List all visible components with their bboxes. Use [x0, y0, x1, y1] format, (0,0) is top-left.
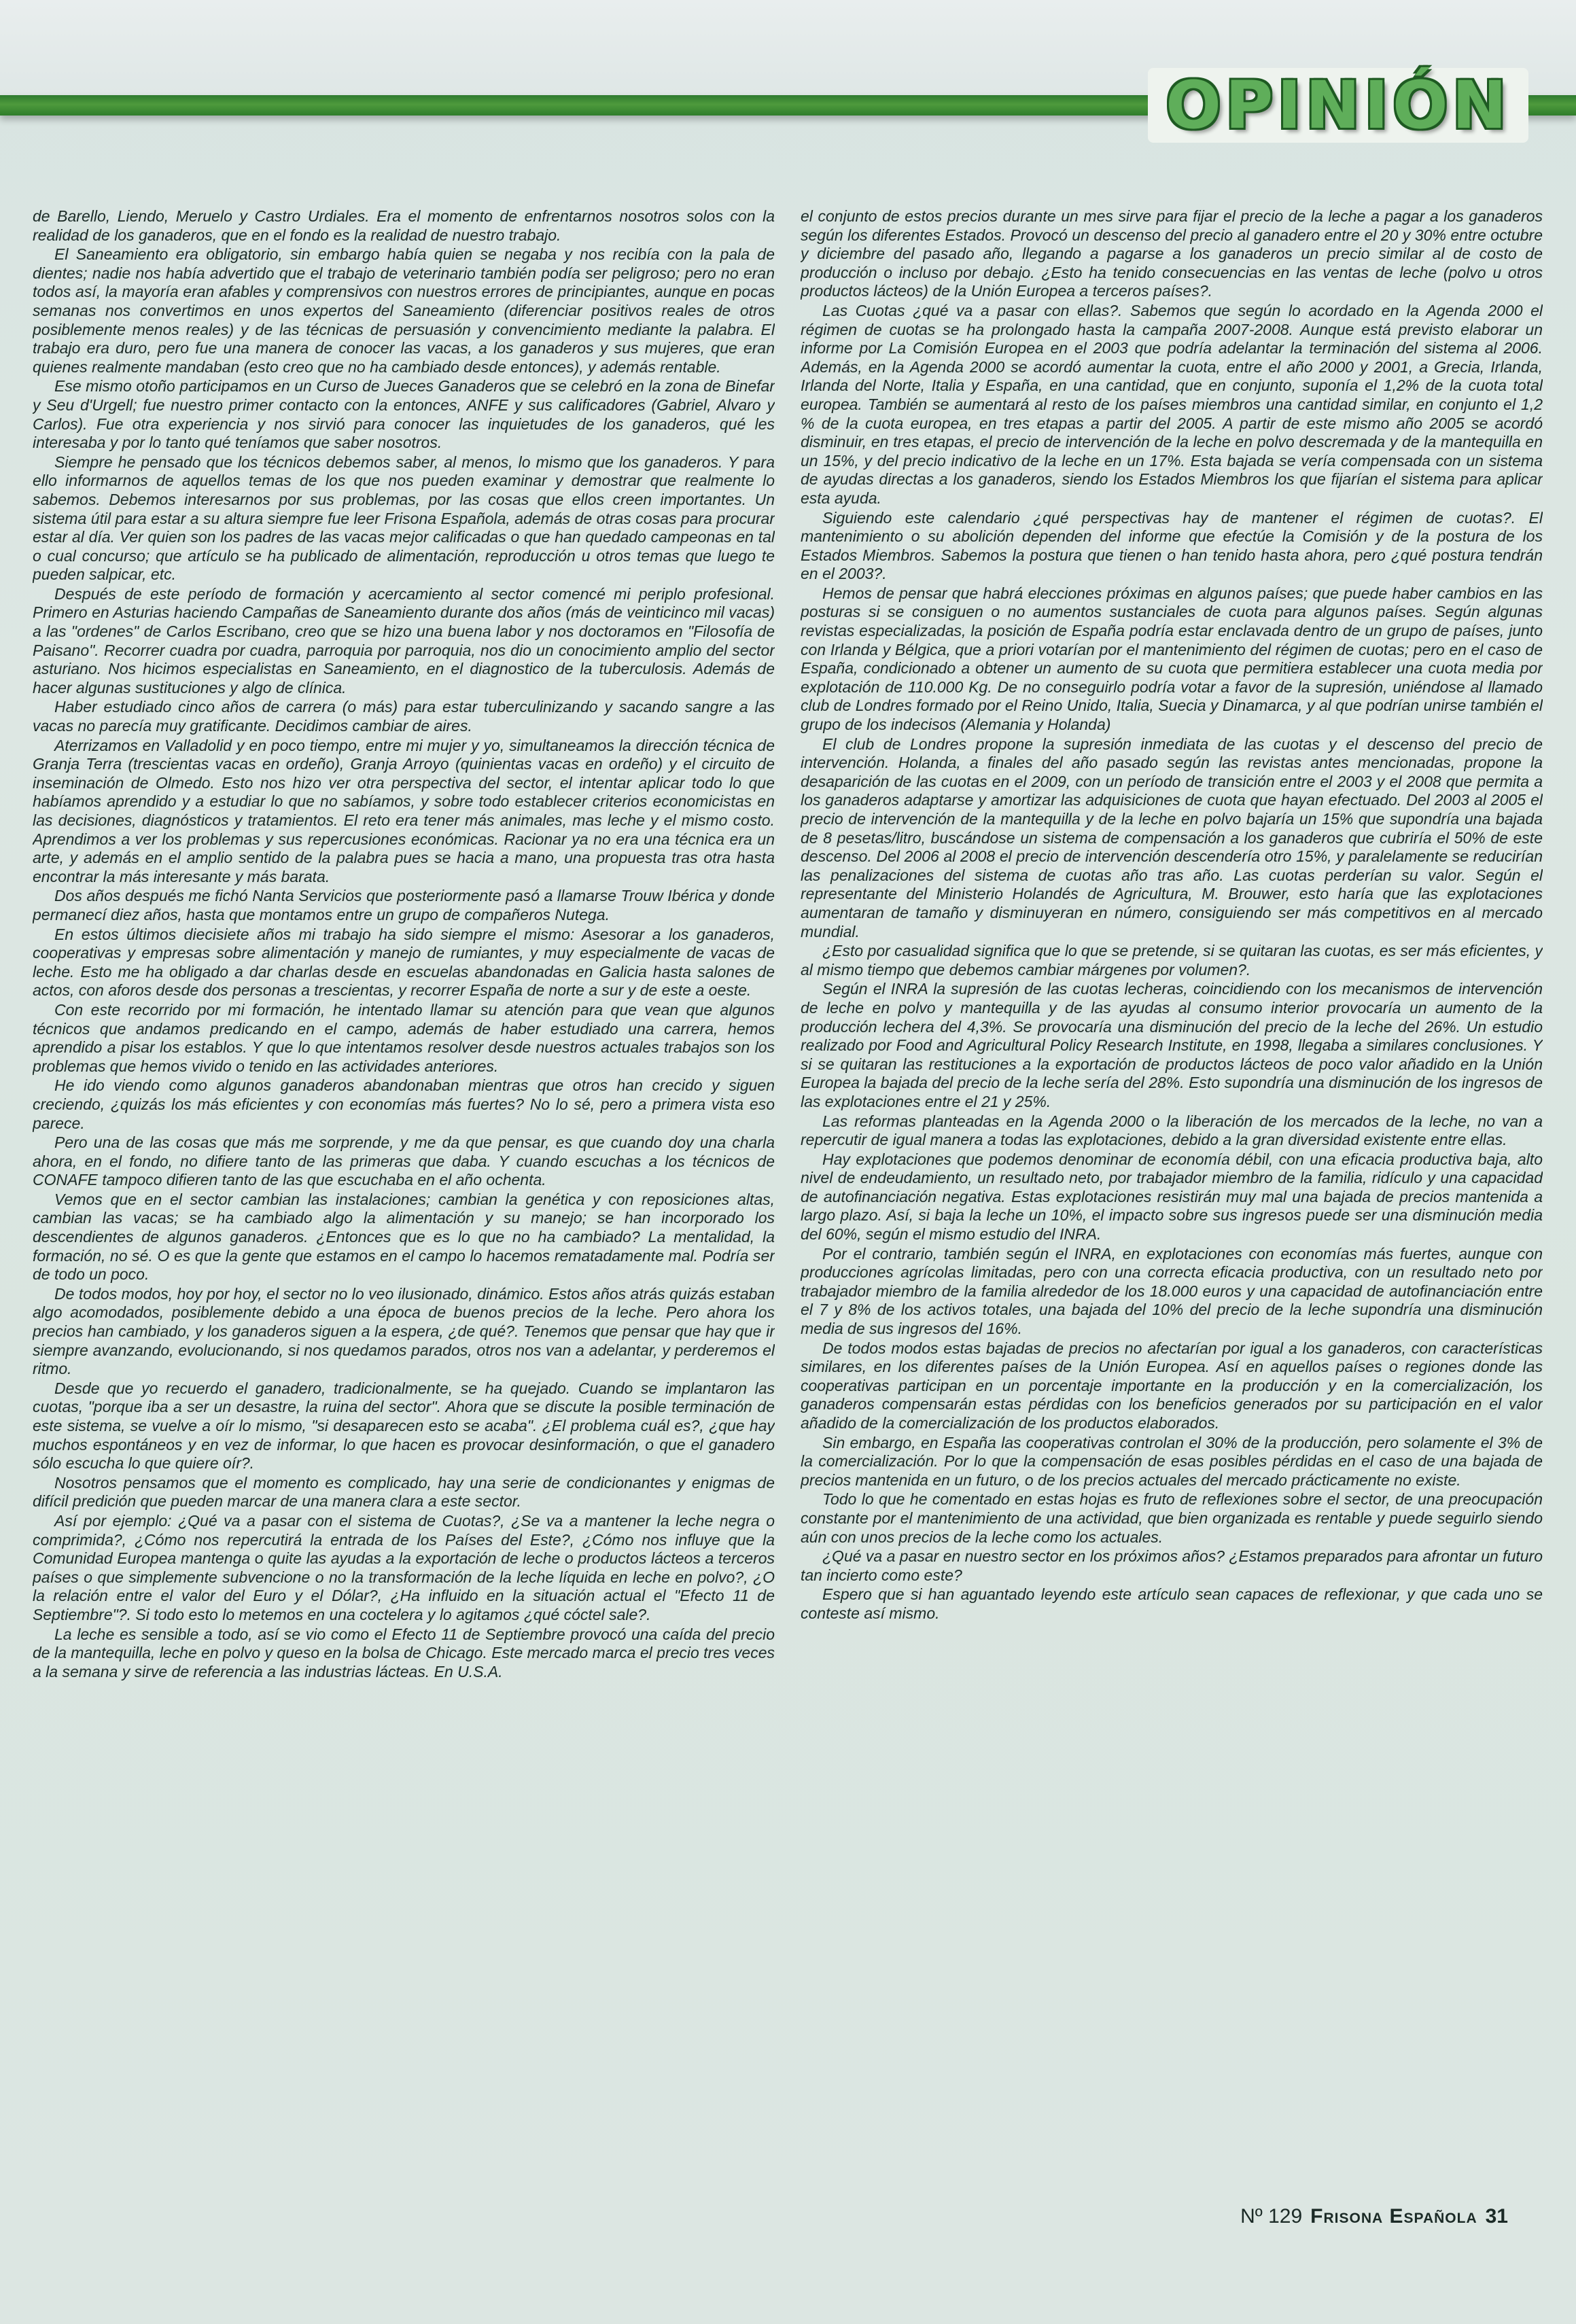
paragraph: ¿Qué va a pasar en nuestro sector en los próximos años? ¿Estamos preparados para afrontar un futuro tan incierto como este? [801, 1547, 1543, 1584]
text-column-left [33, 207, 775, 2181]
paragraph: Ese mismo otoño participamos en un Curso de Jueces Ganaderos que se celebró en la zona de Binefar y Seu d'Urgell; fue nuestro primer contacto con la entonces, ANFE y sus calificadores (Gabriel, Alvaro y Carlos). Fue otra experiencia y nos sirvió para conocer las inquietudes de los ganaderos, qué les interesaba y por lo tanto qué teníamos que saber nosotros. [33, 377, 775, 452]
page-footer [1240, 2202, 1508, 2232]
paragraph: Siguiendo este calendario ¿qué perspectivas hay de mantener el régimen de cuotas?. El mantenimiento o su abolición dependen del informe que efectúe la Comisión y de la postura de los Estados Miembros. Sabemos la postura que tienen o han tenido hasta ahora, pero ¿qué postura tendrán en el 2003?. [801, 508, 1543, 583]
paragraph: Todo lo que he comentado en estas hojas es fruto de reflexiones sobre el sector, de una preocupación constante por el mantenimiento de una actividad, que bien organizada es rentable y puede seguirlo siendo aún con unos precios de la leche como los actuales. [801, 1490, 1543, 1546]
paragraph: Pero una de las cosas que más me sorprende, y me da que pensar, es que cuando doy una charla ahora, en el fondo, no difiere tanto de las primeras que daba. Y cuando escuchas a los técnicos de CONAFE tampoco difieren tanto de las que escuchaba en el año ochenta. [33, 1133, 775, 1189]
paragraph: de Barello, Liendo, Meruelo y Castro Urdiales. Era el momento de enfrentarnos nosotros solos con la realidad de los ganaderos, que en el fondo es la realidad de nuestro trabajo. [33, 207, 775, 244]
paragraph: He ido viendo como algunos ganaderos abandonaban mientras que otros han crecido y siguen creciendo, ¿quizás los más eficientes y con economías más fuertes? No lo sé, pero a primera vista eso parece. [33, 1076, 775, 1132]
paragraph: En estos últimos diecisiete años mi trabajo ha sido siempre el mismo: Asesorar a los ganaderos, cooperativas y empresas sobre alimentación y manejo de rumiantes, y muy especialmente de vacas de leche. Esto me ha obligado a dar charlas desde en escuelas abandonadas en Galicia hasta salones de actos, con aforos desde dos personas a trescientas, y recorrer España de norte a sur y de este a oeste. [33, 925, 775, 1000]
page-number: 31 [1485, 2205, 1508, 2228]
paragraph: De todos modos estas bajadas de precios no afectarían por igual a los ganaderos, con características similares, en los diferentes países de la Unión Europea. Así en aquellos países o regiones donde las cooperativas participan en un porcentaje importante en la producción y en la comercialización, los ganaderos compensarán estas pérdidas con los beneficios generados por su participación en el valor añadido de la comercialización de los productos elaborados. [801, 1339, 1543, 1432]
issue-number: Nº 129 [1240, 2205, 1303, 2228]
paragraph: Las Cuotas ¿qué va a pasar con ellas?. Sabemos que según lo acordado en la Agenda 2000 el régimen de cuotas se ha prolongado hasta la campaña 2007-2008. Aunque está previsto elaborar un informe por La Comisión Europea en el 2003 que podría adelantar la terminación del sistema al 2006. Además, en la Agenda 2000 se acordó aumentar la cuota, entre el año 2000 y 2001, a Grecia, Irlanda, Irlanda del Norte, Italia y España, en una cantidad, que en conjunto, suponía el 1,2% de la cuota total europea. También se aumentará al resto de los países miembros una cantidad similar, en conjunto el 1,2 % de la cuota europea, en tres etapas a partir del 2005. A partir de este mismo año 2005 se acordó disminuir, en tres etapas, el precio de intervención de la leche en polvo descremada y de la mantequilla en un 15%, y del precio indicativo de la leche en un 17%. Esta bajada se vería compensada con un sistema de ayudas directas a los ganaderos, siendo los Estados Miembros los que fijarían el sistema para aplicar esta ayuda. [801, 301, 1543, 507]
paragraph: Dos años después me fichó Nanta Servicios que posteriormente pasó a llamarse Trouw Ibérica y donde permanecí diez años, hasta que montamos entre un grupo de compañeros Nutega. [33, 887, 775, 923]
paragraph: Siempre he pensado que los técnicos debemos saber, al menos, lo mismo que los ganaderos. Y para ello informarnos de aquellos temas de los que nos pueden examinar y demostrar que realmente lo sabemos. Debemos interesarnos por sus problemas, por las cosas que ellos creen importantes. Un sistema útil para estar a su altura siempre fue leer Frisona Española, además de otras cosas para procurar estar al día. Ver quien son los padres de las vacas mejor calificadas o que han quedado campeonas en tal o cual concurso; que artículo se ha publicado de alimentación, reproducción u otros temas que luego te pueden salpicar, etc. [33, 453, 775, 584]
article-body [33, 207, 1543, 2181]
paragraph: Las reformas planteadas en la Agenda 2000 o la liberación de los mercados de la leche, no van a repercutir de igual manera a todas las explotaciones, debido a la gran diversidad existente entre ellas. [801, 1112, 1543, 1149]
paragraph: ¿Esto por casualidad significa que lo que se pretende, si se quitaran las cuotas, es ser más eficientes, y al mismo tiempo que debemos cambiar márgenes por volumen?. [801, 942, 1543, 979]
paragraph: Con este recorrido por mi formación, he intentado llamar su atención para que vean que algunos técnicos que andamos predicando en el campo, además de haber estudiado una carrera, hemos aprendido a pisar los establos. Y que lo que intentamos resolver desde nuestros actuales trabajos son los problemas que hemos vivido o tenido en las actividades anteriores. [33, 1000, 775, 1075]
paragraph: Así por ejemplo: ¿Qué va a pasar con el sistema de Cuotas?, ¿Se va a mantener la leche negra o comprimida?, ¿Cómo nos repercutirá la entrada de los Países del Este?, ¿Cómo nos influye que la Comunidad Europea mantenga o quite las ayudas a la exportación de leche o productos lácteos a terceros países o que simplemente subvencione o no la transformación de la leche líquida en leche en polvo?, ¿O la relación entre el valor del Euro y el Dólar?, ¿Ha influido en la situación actual el "Efecto 11 de Septiembre"?. Si todo esto lo metemos en una coctelera y lo agitamos ¿qué cóctel sale?. [33, 1511, 775, 1623]
paragraph: Sin embargo, en España las cooperativas controlan el 30% de la producción, pero solamente el 3% de la comercialización. Por lo que la compensación de esas posibles pérdidas en el caso de una bajada de precios mantenida en un futuro, o de los precios actuales del mercado prácticamente no existe. [801, 1433, 1543, 1489]
paragraph: Haber estudiado cinco años de carrera (o más) para estar tuberculinizando y sacando sangre a las vacas no parecía muy gratificante. Decidimos cambiar de aires. [33, 698, 775, 735]
paragraph: Aterrizamos en Valladolid y en poco tiempo, entre mi mujer y yo, simultaneamos la dirección técnica de Granja Terra (trescientas vacas en ordeño), Granja Arroyo (quinientas vacas en ordeño) y el circuito de inseminación de Olmedo. Esto nos hizo ver otra perspectiva del sector, el intentar aplicar todo lo que habíamos aprendido y a estudiar lo que no sabíamos, y sobre todo establecer criterios economicistas en las decisiones, diagnósticos y tratamientos. El reto era tener más animales, mas leche y el mismo costo. Aprendimos a ver los problemas y sus repercusiones económicas. Racionar ya no era una técnica era un arte, y además en el amplio sentido de la palabra pues se hacia a mano, una propuesta tras otra hasta encontrar la más interesante y más barata. [33, 736, 775, 885]
paragraph: La leche es sensible a todo, así se vio como el Efecto 11 de Septiembre provocó una caída del precio de la mantequilla, leche en polvo y queso en la bolsa de Chicago. Este mercado marca el precio tres veces a la semana y sirve de referencia a las industrias lácteas. En U.S.A. [33, 1625, 775, 1680]
section-title: OPINIÓN [1148, 68, 1528, 143]
paragraph: Desde que yo recuerdo el ganadero, tradicionalmente, se ha quejado. Cuando se implantaron las cuotas, "porque iba a ser un desastre, la ruina del sector". Ahora que se discute la posible terminación de este sistema, se vuelve a oír lo mismo, "si desaparecen esto se acaba". ¿El problema cuál es?, ¿que hay muchos espontáneos y en vez de informar, lo que hacen es provocar desinformación, o que el ganadero sólo escucha lo que quiere oír?. [33, 1379, 775, 1473]
paragraph: Hay explotaciones que podemos denominar de economía débil, con una eficacia productiva baja, alto nivel de endeudamiento, un resultado neto, por trabajador miembro de la familia, ridículo y una capacidad de autofinanciación negativa. Estas explotaciones resistirán muy mal una bajada de precios mantenida a largo plazo. Así, si baja la leche un 10%, el impacto sobre sus ingresos puede ser una disminución media del 60%, según el mismo estudio del INRA. [801, 1150, 1543, 1244]
paragraph: El club de Londres propone la supresión inmediata de las cuotas y el descenso del precio de intervención. Holanda, a finales del año pasado según las revistas antes mencionadas, propone la desaparición de las cuotas en el 2009, con un período de transición entre el 2003 y el 2008 que permita a los ganaderos adaptarse y amortizar las adquisiciones de cuota que hayan efectuado. Del 2003 al 2005 el precio de intervención de la mantequilla y de la leche en polvo bajaría un 15% que supondría una bajada de 8 pesetas/litro, buscándose un sistema de compensación a los ganaderos que cubriría el 50% de este descenso. Del 2006 al 2008 el precio de intervención descendería otro 15%, y paralelamente se reducirían las penalizaciones del sistema de cuotas año tras año. Las cuotas perderían su valor. Según el representante del Ministerio Holandés de Agricultura, M. Brouwer, esto haría que las explotaciones aumentaran de tamaño y disminuyeran en número, consiguiendo ser más competitivos en al mercado mundial. [801, 735, 1543, 940]
paragraph: Espero que si han aguantado leyendo este artículo sean capaces de reflexionar, y que cada uno se conteste así mismo. [801, 1585, 1543, 1622]
paragraph: Después de este período de formación y acercamiento al sector comencé mi periplo profesional. Primero en Asturias haciendo Campañas de Saneamiento durante dos años (más de veinticinco mil vacas) a las "ordenes" de Carlos Escribano, creo que se hizo una buena labor y nos doctoramos en "Filosofía de Paisano". Recorrer cuadra por cuadra, parroquia por parroquia, nos dio un conocimiento amplio del sector asturiano. Nos hicimos especialistas en Saneamiento, en el diagnostico de la tuberculosis. Además de hacer algunas sustituciones y algo de clínica. [33, 584, 775, 697]
paragraph: Hemos de pensar que habrá elecciones próximas en algunos países; que puede haber cambios en las posturas si se consiguen o no aumentos sustanciales de cuota para algunos países. Según algunas revistas especializadas, la posición de España podría estar enclavada dentro de un grupo de países, junto con Irlanda y Bélgica, que a priori votarían por el mantenimiento del régimen de cuotas; pero en el caso de España, condicionado a obtener un aumento de su cuota que permitiera establecer una cuota media por explotación de 110.000 Kg. De no conseguirlo podría votar a favor de la supresión, uniéndose al llamado club de Londres formado por el Reino Unido, Italia, Suecia y Dinamarca, y al que podrían unirse también el grupo de los indecisos (Alemania y Holanda) [801, 584, 1543, 734]
paragraph: Nosotros pensamos que el momento es complicado, hay una serie de condicionantes y enigmas de difícil predición que pueden marcar de una manera clara a este sector. [33, 1473, 775, 1511]
paragraph: El Saneamiento era obligatorio, sin embargo había quien se negaba y nos recibía con la pala de dientes; nadie nos había advertido que el trabajo de veterinario también podía ser peligroso; pero no eran todos así, la mayoría eran afables y comprensivos con nuestros errores de principiantes, aunque en pocas semanas nos convertimos en unos expertos del Saneamiento (diferenciar positivos reales de otros posiblemente menos reales) y de las técnicas de persuasión y convencimiento mediante la palabra. El trabajo era duro, pero fue una manera de conocer las vacas, a los ganaderos y sus mujeres, que eran quienes realmente mandaban (esto creo que no ha cambiado desde entonces), y además rentable. [33, 245, 775, 376]
paragraph: Por el contrario, también según el INRA, en explotaciones con economías más fuertes, aunque con producciones agrícolas limitadas, pero con una correcta eficacia productiva, con un resultado neto por trabajador miembro de la familia alrededor de los 18.000 euros y una capacidad de autofinanciación entre el 7 y 8% de los activos totales, una bajada del 10% del precio de la leche supondría una disminución media de sus ingresos del 16%. [801, 1244, 1543, 1338]
paragraph: el conjunto de estos precios durante un mes sirve para fijar el precio de la leche a pagar a los ganaderos según los diferentes Estados. Provocó un descenso del precio al ganadero entre el 20 y 30% entre octubre y diciembre del pasado año, llegando a pagarse a los ganaderos un precio similar al de costo de producción o incluso por debajo. ¿Esto ha tenido consecuencias en las ventas de leche (polvo u otros productos lácteos) de la Unión Europea a terceros países?. [801, 207, 1543, 300]
paragraph: Vemos que en el sector cambian las instalaciones; cambian la genética y con reposiciones altas, cambian las vacas; se ha cambiado algo la alimentación y su manejo; se han incorporado los descendientes de algunos ganaderos. ¿Entonces que es lo que no ha cambiado? La mentalidad, la formación, no sé. O es que la gente que estamos en el campo lo hacemos rematadamente mal. Podría ser de todo un poco. [33, 1190, 775, 1284]
magazine-name: Frisona Española [1310, 2205, 1477, 2228]
paragraph: De todos modos, hoy por hoy, el sector no lo veo ilusionado, dinámico. Estos años atrás quizás estaban algo acomodados, posiblemente debido a una época de buenos precios de la leche. Pero ahora los precios han cambiado, y los ganaderos siguen a la espera, ¿de qué?. Tenemos que pensar que hay que ir siempre avanzando, evolucionando, si nos quedamos parados, otros nos van a adelantar, y perderemos el ritmo. [33, 1284, 775, 1378]
paragraph: Según el INRA la supresión de las cuotas lecheras, coincidiendo con los mecanismos de intervención de leche en polvo y mantequilla y de las ayudas al consumo interior provocaría un aumento de la producción lechera del 4,3%. Se provocaría una disminución del precio de la leche del 26%. Un estudio realizado por Food and Agricultural Policy Research Institute, en 1998, llegaba a similares conclusiones. Y si se quitaran las restituciones a la exportación de productos lácteos de poco valor añadido en la Unión Europea la bajada del precio de la leche sería del 28%. Esto supondría una disminución de los ingresos de las explotaciones entre el 21 y 25%. [801, 980, 1543, 1110]
text-column-right [801, 207, 1543, 2181]
